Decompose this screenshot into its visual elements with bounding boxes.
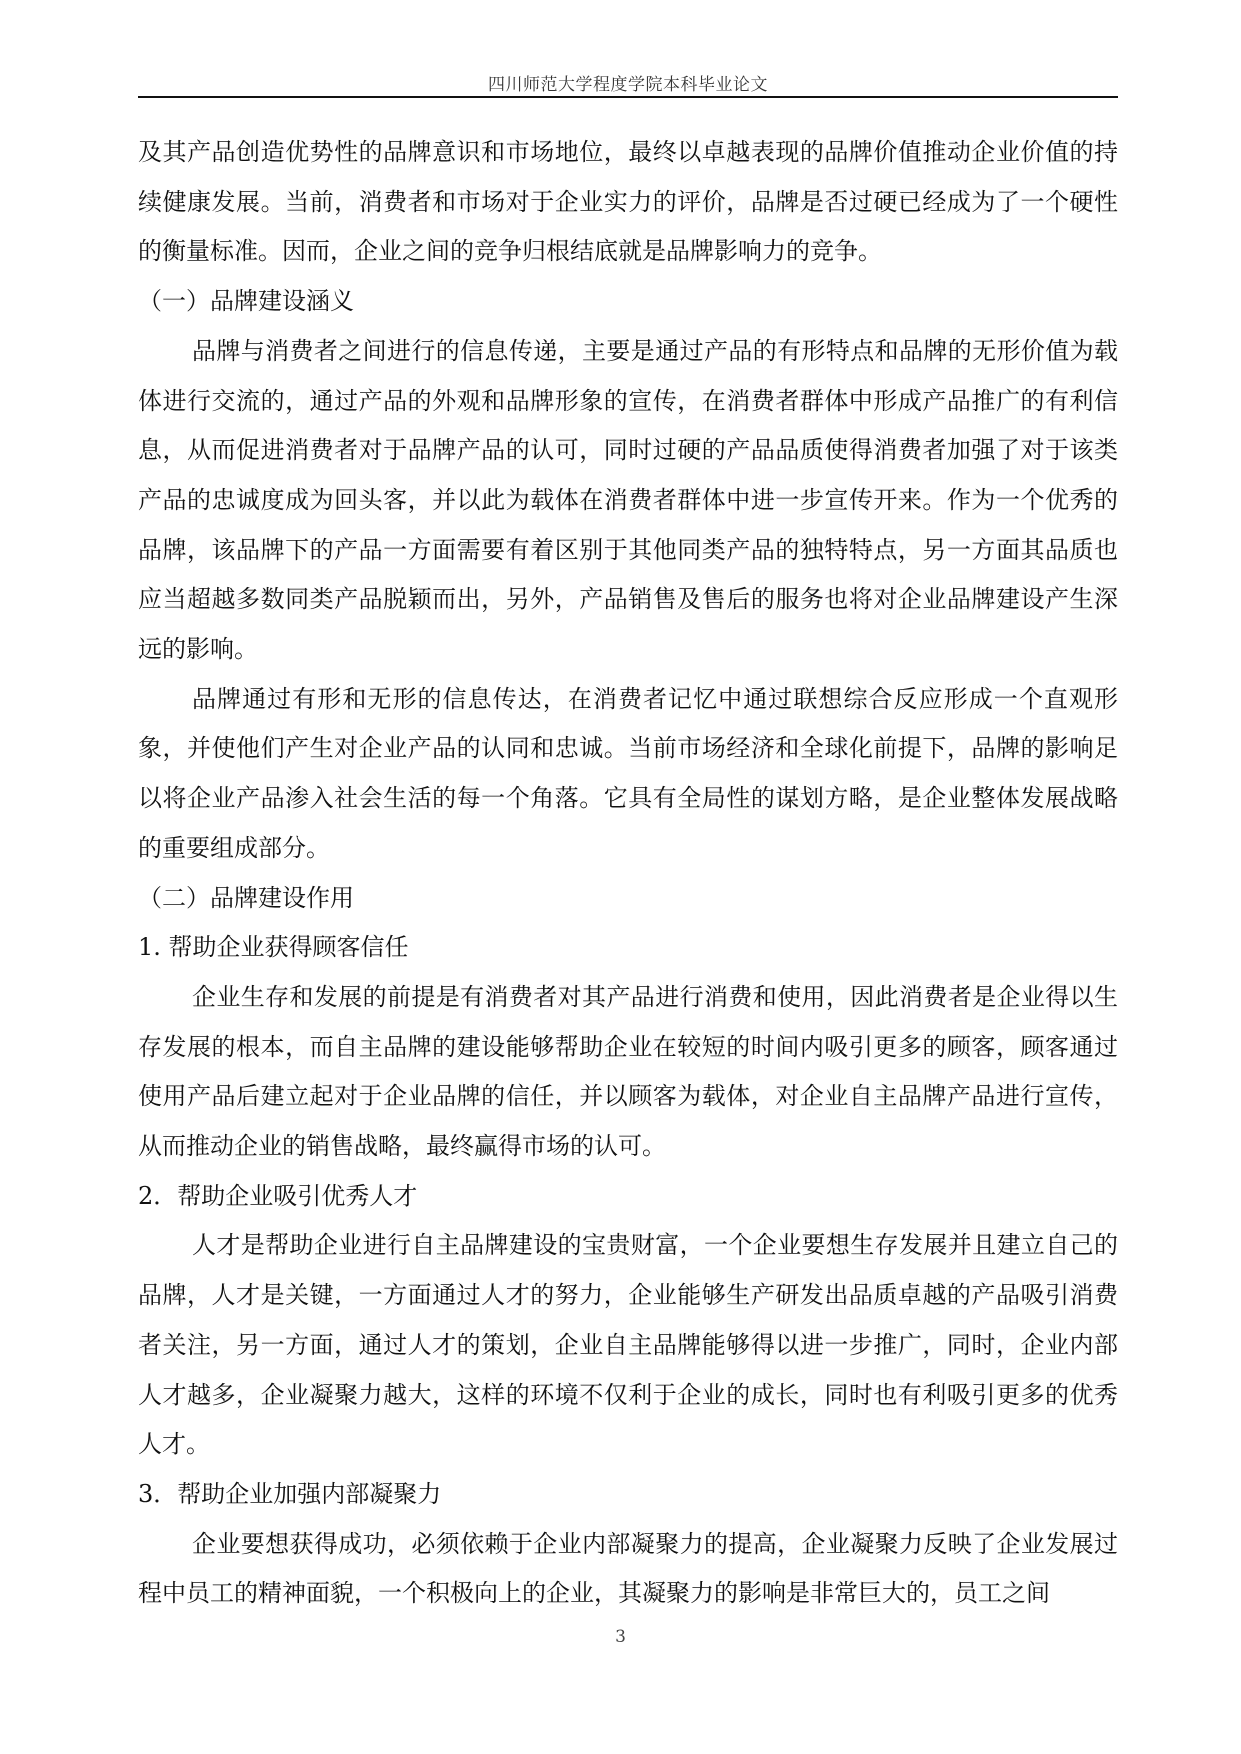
section-heading-brand-role: （二）品牌建设作用 [138, 883, 354, 912]
body-paragraph-continuation: 及其产品创造优势性的品牌意识和市场地位，最终以卓越表现的品牌价值推动企业价值的持续健康发展。当前，消费者和市场对于企业实力的评价，品牌是否过硬已经成为了一个硬性的衡量标准。因而，企业之间的竞争归根结底就是品牌影响力的竞争。 [138, 138, 1118, 266]
page-number: 3 [615, 1627, 626, 1647]
section-heading-brand-meaning: （一）品牌建设涵义 [138, 287, 354, 316]
body-paragraph: 企业要想获得成功，必须依赖于企业内部凝聚力的提高，企业凝聚力反映了企业发展过程中员工的精神面貌，一个积极向上的企业，其凝聚力的影响是非常巨大的，员工之间 [138, 1529, 1118, 1608]
body-paragraph: 品牌与消费者之间进行的信息传递，主要是通过产品的有形特点和品牌的无形价值为载体进行交流的，通过产品的外观和品牌形象的宣传，在消费者群体中形成产品推广的有利信息，从而促进消费者对于品牌产品的认可，同时过硬的产品品质使得消费者加强了对于该类产品的忠诚度成为回头客，并以此为载体在消费者群体中进一步宣传开来。作为一个优秀的品牌，该品牌下的产品一方面需要有着区别于其他同类产品的独特特点，另一方面其品质也应当超越多数同类产品脱颖而出，另外，产品销售及售后的服务也将对企业品牌建设产生深远的影响。 [138, 336, 1118, 664]
document-body [138, 128, 1118, 1619]
subheading-cohesion: 3．帮助企业加强内部凝聚力 [138, 1479, 442, 1508]
body-paragraph: 企业生存和发展的前提是有消费者对其产品进行消费和使用，因此消费者是企业得以生存发展的根本，而自主品牌的建设能够帮助企业在较短的时间内吸引更多的顾客，顾客通过使用产品后建立起对于企业品牌的信任，并以顾客为载体，对企业自主品牌产品进行宣传，从而推动企业的销售战略，最终赢得市场的认可。 [138, 982, 1118, 1161]
header-divider [138, 96, 1118, 98]
body-paragraph: 人才是帮助企业进行自主品牌建设的宝贵财富，一个企业要想生存发展并且建立自己的品牌，人才是关键，一方面通过人才的努力，企业能够生产研发出品质卓越的产品吸引消费者关注，另一方面，通过人才的策划，企业自主品牌能够得以进一步推广，同时，企业内部人才越多，企业凝聚力越大，这样的环境不仅利于企业的成长，同时也有利吸引更多的优秀人才。 [138, 1231, 1118, 1459]
subheading-customer-trust: 1. 帮助企业获得顾客信任 [138, 933, 409, 962]
body-paragraph: 品牌通过有形和无形的信息传达，在消费者记忆中通过联想综合反应形成一个直观形象，并使他们产生对企业产品的认同和忠诚。当前市场经济和全球化前提下，品牌的影响足以将企业产品渗入社会生活的每一个角落。它具有全局性的谋划方略，是企业整体发展战略的重要组成部分。 [138, 684, 1118, 862]
subheading-attract-talent: 2．帮助企业吸引优秀人才 [138, 1181, 418, 1210]
running-header: 四川师范大学程度学院本科毕业论文 [488, 75, 768, 95]
